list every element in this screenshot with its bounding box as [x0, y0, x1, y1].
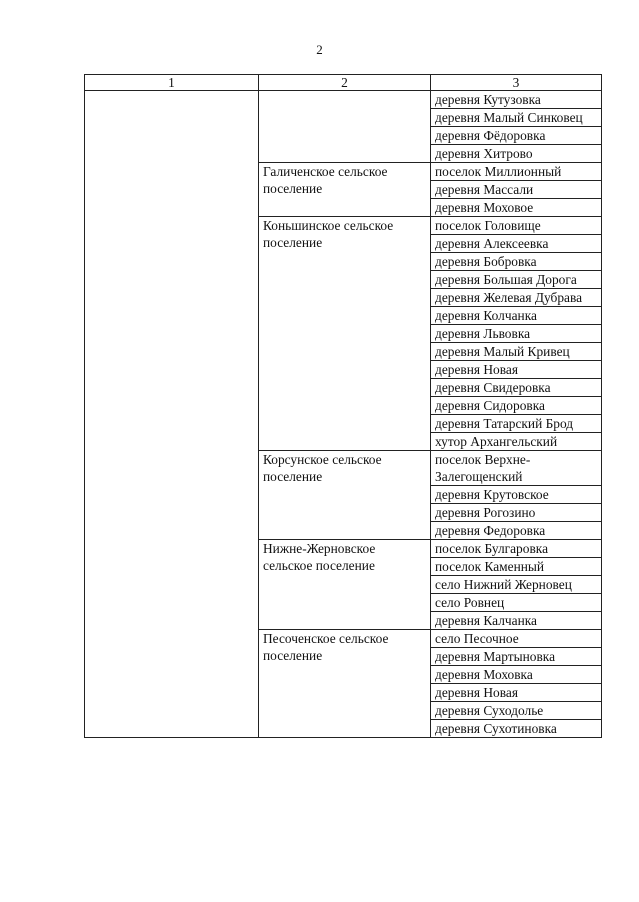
settlement-cell: деревня Крутовское	[431, 486, 602, 504]
page-number: 2	[316, 42, 323, 57]
settlement-cell: деревня Алексеевка	[431, 235, 602, 253]
settlement-cell: деревня Моховка	[431, 666, 602, 684]
settlement-cell: деревня Малый Кривец	[431, 343, 602, 361]
settlement-cell: деревня Бобровка	[431, 253, 602, 271]
settlement-cell: село Песочное	[431, 630, 602, 648]
settlement-cell: деревня Федоровка	[431, 522, 602, 540]
table-row	[85, 91, 602, 109]
column-1-cell	[85, 91, 259, 738]
settlement-cell: поселок Каменный	[431, 558, 602, 576]
settlement-cell: село Нижний Жерновец	[431, 576, 602, 594]
settlement-cell: деревня Сухотиновка	[431, 720, 602, 738]
district-cell: Галиченское сельское поселение	[259, 163, 431, 217]
settlement-cell: деревня Калчанка	[431, 612, 602, 630]
table-header-row	[85, 75, 602, 91]
settlement-cell: деревня Сидоровка	[431, 397, 602, 415]
settlement-cell: деревня Мартыновка	[431, 648, 602, 666]
settlement-cell: деревня Новая	[431, 361, 602, 379]
settlement-cell: деревня Кутузовка	[431, 91, 602, 109]
district-cell: Корсунское сельское поселение	[259, 451, 431, 540]
settlement-cell: поселок Миллионный	[431, 163, 602, 181]
district-cell	[259, 91, 431, 163]
settlements-table	[84, 74, 602, 738]
table-body	[85, 91, 602, 738]
settlement-cell: поселок Головище	[431, 217, 602, 235]
settlement-cell: деревня Свидеровка	[431, 379, 602, 397]
settlement-cell: деревня Массали	[431, 181, 602, 199]
settlement-cell: деревня Моховое	[431, 199, 602, 217]
district-cell: Коньшинское сельское поселение	[259, 217, 431, 451]
settlement-cell: деревня Новая	[431, 684, 602, 702]
settlement-cell: деревня Малый Синковец	[431, 109, 602, 127]
column-header-2: 2	[259, 75, 431, 91]
settlement-cell: поселок Булгаровка	[431, 540, 602, 558]
settlement-cell: деревня Хитрово	[431, 145, 602, 163]
settlement-cell: деревня Большая Дорога	[431, 271, 602, 289]
settlement-cell: хутор Архангельский	[431, 433, 602, 451]
settlement-cell: деревня Суходолье	[431, 702, 602, 720]
settlement-cell: деревня Желевая Дубрава	[431, 289, 602, 307]
column-header-3: 3	[431, 75, 602, 91]
settlement-cell: деревня Фёдоровка	[431, 127, 602, 145]
district-cell: Песоченское сельское поселение	[259, 630, 431, 738]
settlement-cell: село Ровнец	[431, 594, 602, 612]
column-header-1: 1	[85, 75, 259, 91]
district-cell: Нижне-Жерновское сельское поселение	[259, 540, 431, 630]
settlement-cell: деревня Колчанка	[431, 307, 602, 325]
settlement-cell: поселок Верхне-Залегощенский	[431, 451, 602, 486]
settlement-cell: деревня Львовка	[431, 325, 602, 343]
settlement-cell: деревня Рогозино	[431, 504, 602, 522]
settlement-cell: деревня Татарский Брод	[431, 415, 602, 433]
